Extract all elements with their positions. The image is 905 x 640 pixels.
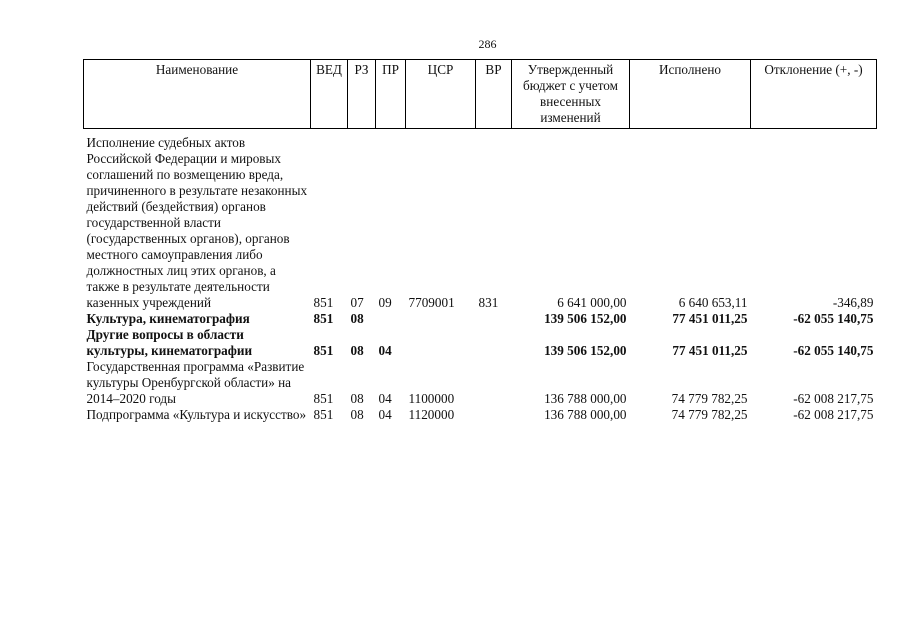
row-pr <box>376 311 406 327</box>
row-executed: 77 451 011,25 <box>672 311 748 326</box>
header-csr: ЦСР <box>406 60 476 129</box>
row-pr: 04 <box>378 343 392 358</box>
header-vr: ВР <box>476 60 512 129</box>
row-executed: 74 779 782,25 <box>671 391 748 406</box>
row-csr: 7709001 <box>408 295 455 310</box>
row-approved: 136 788 000,00 <box>544 391 627 406</box>
row-csr: 1100000 <box>408 391 455 406</box>
header-ved: ВЕД <box>311 60 348 129</box>
row-approved: 139 506 152,00 <box>544 343 627 358</box>
header-approved: Утвержденный бюджет с учетом внесенных изменений <box>512 60 630 129</box>
row-deviation: -62 055 140,75 <box>793 343 874 358</box>
row-vr <box>476 407 512 423</box>
row-executed: 6 640 653,11 <box>678 295 748 310</box>
row-deviation: -62 055 140,75 <box>793 311 874 326</box>
row-name: Государственная программа «Развитие культуры Оренбургской области» на 2014–2020 годы <box>86 359 305 406</box>
row-pr: 04 <box>378 391 392 406</box>
row-ved: 851 <box>313 407 334 422</box>
row-name: Подпрограмма «Культура и искусство» <box>86 407 307 422</box>
header-executed: Исполнено <box>630 60 751 129</box>
row-vr <box>476 327 512 359</box>
table-row <box>84 359 877 407</box>
header-rz: РЗ <box>348 60 376 129</box>
row-pr: 09 <box>378 295 392 310</box>
row-deviation: -346,89 <box>832 295 874 310</box>
row-rz: 08 <box>350 391 364 406</box>
row-vr: 831 <box>478 295 499 310</box>
row-ved: 851 <box>313 295 334 310</box>
row-approved: 6 641 000,00 <box>557 295 627 310</box>
table-row <box>84 311 877 327</box>
row-name: Исполнение судебных актов Российской Федерации и мировых соглашений по возмещению вреда, причиненного в результате незаконных действий (бездействия) органов государственной власти (государственных органов), органов местного самоуправления либо должностных лиц этих органов, а также в результате деятельности казенных учреждений <box>86 135 308 310</box>
row-name: Другие вопросы в области культуры, кинематографии <box>86 327 253 358</box>
row-ved: 851 <box>313 391 334 406</box>
row-pr: 04 <box>378 407 392 422</box>
row-name: Культура, кинематография <box>86 311 250 326</box>
row-approved: 136 788 000,00 <box>544 407 627 422</box>
row-executed: 74 779 782,25 <box>671 407 748 422</box>
row-ved: 851 <box>313 311 334 326</box>
page-number: 286 <box>478 37 497 51</box>
table-header-row <box>84 60 877 129</box>
table-row <box>84 407 877 423</box>
row-rz: 08 <box>350 311 364 326</box>
row-rz: 07 <box>350 295 364 310</box>
row-csr <box>406 327 476 359</box>
row-vr <box>476 359 512 407</box>
header-deviation: Отклонение (+, -) <box>751 60 877 129</box>
row-ved: 851 <box>313 343 334 358</box>
header-pr: ПР <box>376 60 406 129</box>
row-executed: 77 451 011,25 <box>672 343 748 358</box>
header-name: Наименование <box>84 60 311 129</box>
row-csr: 1120000 <box>408 407 455 422</box>
row-approved: 139 506 152,00 <box>544 311 627 326</box>
table-row <box>84 129 877 312</box>
row-rz: 08 <box>350 407 364 422</box>
row-deviation: -62 008 217,75 <box>793 407 874 422</box>
row-csr <box>406 311 476 327</box>
row-rz: 08 <box>350 343 364 358</box>
budget-execution-table <box>83 59 877 423</box>
row-vr <box>476 311 512 327</box>
table-row <box>84 327 877 359</box>
row-deviation: -62 008 217,75 <box>793 391 874 406</box>
